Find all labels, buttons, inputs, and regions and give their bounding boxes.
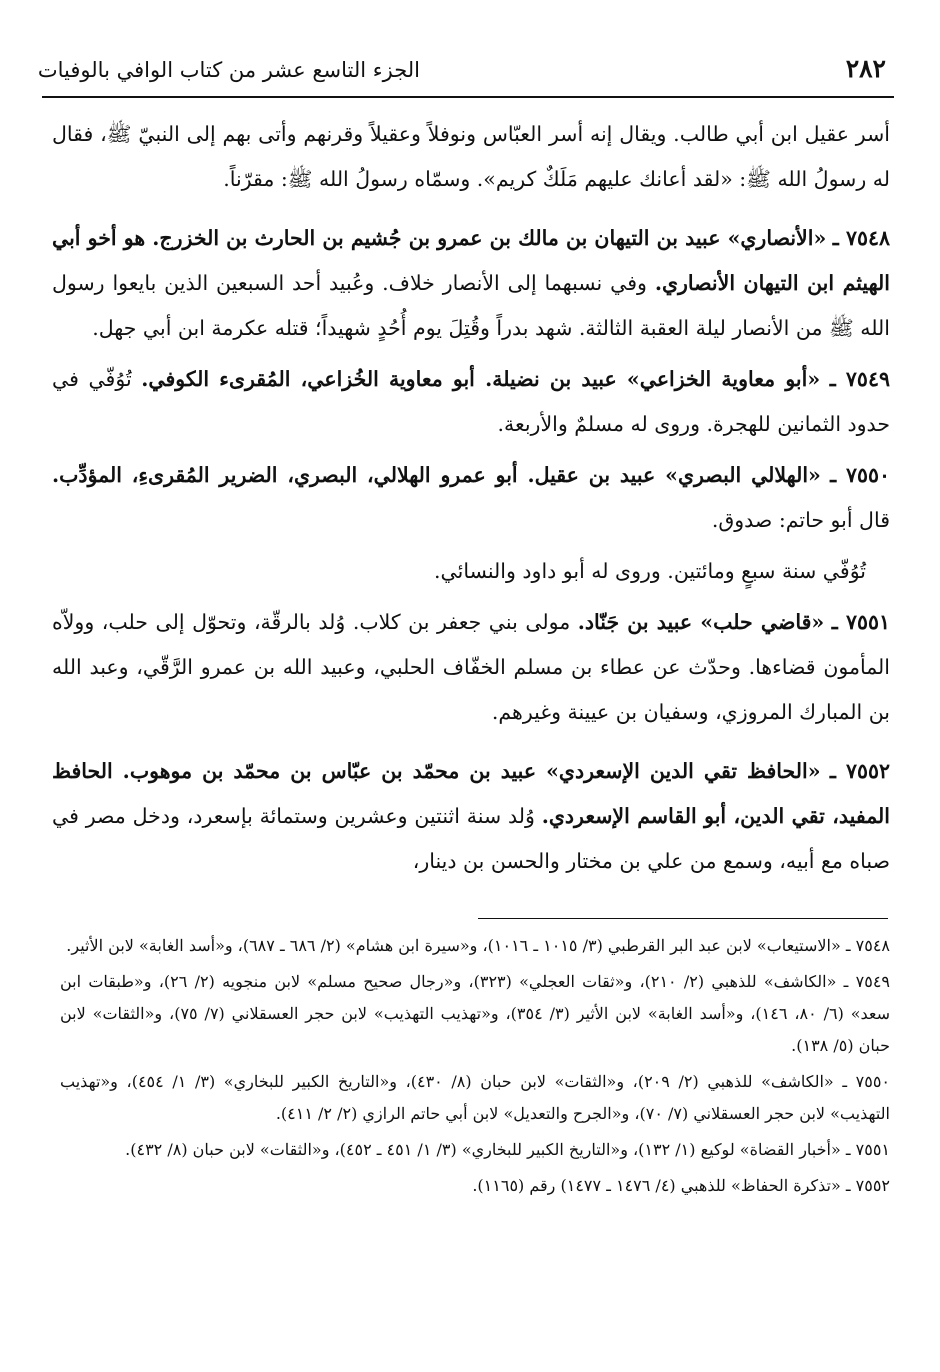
entry-number: ٧٥٥١ ـ: [831, 610, 890, 634]
footnotes: [60, 930, 890, 1206]
footnote-rule: [478, 918, 888, 919]
entry-7550: [52, 453, 890, 543]
entry-text: وُلد سنة اثنتين وعشرين وستمائة بإسعرد، ودخل مصر في صباه مع أبيه، وسمع من علي بن مختار والحسن بن دينار،: [52, 804, 890, 873]
running-title: الجزء التاسع عشر من كتاب الوافي بالوفيات: [37, 58, 420, 82]
entry-7552: [52, 749, 890, 884]
entry-number: ٧٥٤٨ ـ: [832, 226, 890, 250]
entry-heading: «الهلالي البصري» عبيد بن عقيل. أبو عمرو الهلالي، البصري، الضرير المُقرىءِ، المؤدِّب.: [52, 463, 821, 487]
main-text: [52, 112, 890, 890]
entry-text: تُوُفّي في حدود الثمانين للهجرة. وروى له مسلمٌ والأربعة.: [52, 367, 890, 436]
entry-number: ٧٥٥٢ ـ: [829, 759, 890, 783]
entry-heading: «قاضي حلب» عبيد بن جَنّاد.: [577, 610, 825, 634]
entry-text: مولى بني جعفر بن كلاب. وُلد بالرقّة، وتحوّل إلى حلب، وولاّه المأمون قضاءها. وحدّث عن عطاء بن مسلم الخفّاف الحلبي، وعبيد الله بن عمرو الرَّقّي، وعبد الله بن المبارك المروزي، وسفيان بن عيينة وغيرهم.: [52, 610, 890, 724]
entry-heading: «أبو معاوية الخزاعي» عبيد بن نضيلة. أبو معاوية الخُزاعي، المُقرىء الكوفي.: [141, 367, 821, 391]
entry-7551: [52, 600, 890, 735]
paragraph: [52, 549, 890, 594]
footnote: ٧٥٤٨ ـ «الاستيعاب» لابن عبد البر القرطبي (٣/ ١٠١٥ ـ ١٠١٦)، و«سيرة ابن هشام» (٢/ ٦٨٦ ـ ٦٨٧)، و«أسد الغابة» لابن الأثير.: [66, 936, 890, 955]
entry-text: قال أبو حاتم: صدوق.: [711, 508, 890, 532]
entry-number: ٧٥٤٩ ـ: [829, 367, 890, 391]
page-number: ٢٨٢: [845, 54, 886, 83]
paragraph-text: تُوُفّي سنة سبعٍ ومائتين. وروى له أبو داود والنسائي.: [434, 559, 866, 583]
entry-heading: «الحافظ تقي الدين الإسعردي» عبيد بن محمّد بن عبّاس بن محمّد بن موهوب. الحافظ المفيد، تقي الدين، أبو القاسم الإسعردي.: [52, 759, 890, 828]
footnote: ٧٥٥٠ ـ «الكاشف» للذهبي (٢/ ٢٠٩)، و«الثقات» لابن حبان (٨/ ٤٣٠)، و«التاريخ الكبير للبخاري» (٣/ ١/ ٤٥٤)، و«تهذيب التهذيب» لابن حجر العسقلاني (٧/ ٧٠)، و«الجرح والتعديل» لابن أبي حاتم الرازي (٢/ ٢/ ٤١١).: [60, 1072, 890, 1123]
footnote: ٧٥٥١ ـ «أخبار القضاة» لوكيع (١/ ١٣٢)، و«التاريخ الكبير للبخاري» (٣/ ١/ ٤٥١ ـ ٤٥٢)، و«الثقات» لابن حبان (٨/ ٤٣٢).: [125, 1140, 890, 1159]
paragraph-text: أسر عقيل ابن أبي طالب. ويقال إنه أسر العبّاس ونوفلاً وعقيلاً وقرنهم وأتى بهم إلى النبيّ ﷺ، فقال له رسولُ الله ﷺ: «لقد أعانك عليهم مَلَكٌ كريم». وسمّاه رسولُ الله ﷺ: مقرّناً.: [52, 122, 890, 191]
entry-7548: [52, 216, 890, 351]
header-rule: [42, 96, 894, 98]
paragraph: [52, 112, 890, 202]
footnote: ٧٥٤٩ ـ «الكاشف» للذهبي (٢/ ٢١٠)، و«ثقات العجلي» (٣٢٣)، و«رجال صحيح مسلم» لابن منجويه (٢/ ٢٦)، و«طبقات ابن سعد» (٦/ ٨٠، ١٤٦)، و«أسد الغابة» لابن الأثير (٣/ ٣٥٤)، و«تهذيب التهذيب» لابن حجر العسقلاني (٧/ ٧٥)، و«الثقات» لابن حبان (٥/ ١٣٨).: [60, 972, 891, 1055]
entry-heading: «الأنصاري» عبيد بن التيهان بن مالك بن عمرو بن جُشيم بن الحارث بن الخزرج. هو أخو أبي الهيثم ابن التيهان الأنصاري.: [52, 226, 890, 295]
footnote: ٧٥٥٢ ـ «تذكرة الحفاظ» للذهبي (٤/ ١٤٧٦ ـ ١٤٧٧) رقم (١١٦٥).: [472, 1176, 890, 1195]
entry-7549: [52, 357, 890, 447]
entry-text: وفي نسبهما إلى الأنصار خلاف. وعُبيد أحد السبعين الذين بايعوا رسول الله ﷺ من الأنصار ليلة العقبة الثالثة. شهد بدراً وقُتِلَ يوم أُحُدٍ شهيداً؛ قتله عكرمة ابن أبي جهل.: [52, 271, 890, 340]
running-header: [37, 52, 890, 92]
entry-number: ٧٥٥٠ ـ: [830, 463, 890, 487]
